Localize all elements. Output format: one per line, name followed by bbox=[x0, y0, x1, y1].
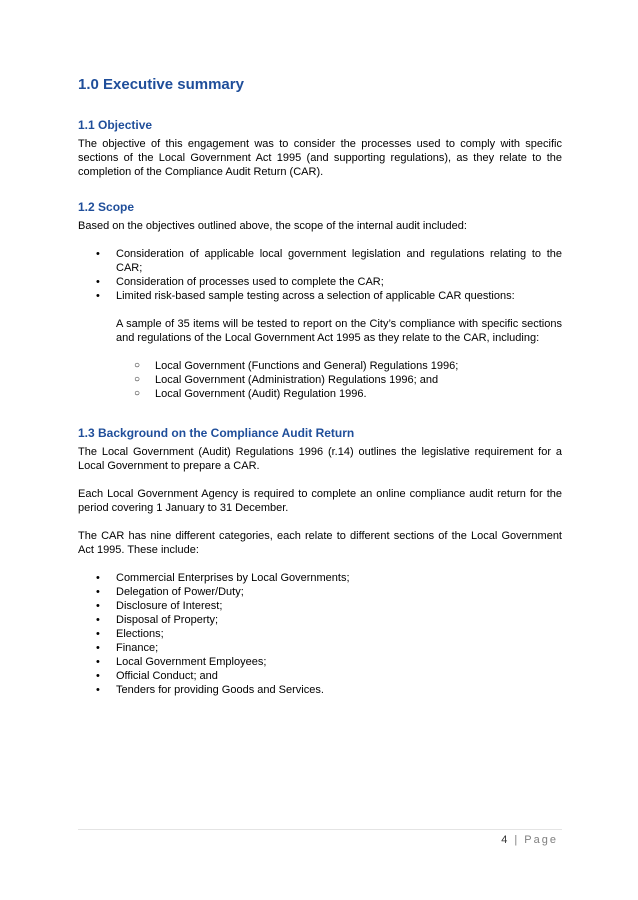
list-item bbox=[78, 387, 562, 401]
page-footer bbox=[501, 834, 558, 846]
bullet-icon: • bbox=[96, 586, 100, 598]
regulations-sub-list bbox=[78, 359, 562, 401]
list-item bbox=[78, 683, 562, 697]
bullet-icon: • bbox=[96, 600, 100, 612]
page-number: 4 bbox=[501, 834, 510, 846]
bullet-icon: • bbox=[96, 290, 100, 302]
section-title-executive-summary: 1.0 Executive summary bbox=[78, 76, 244, 93]
scope-bullet-list bbox=[78, 247, 562, 303]
bullet-icon: • bbox=[96, 684, 100, 696]
heading-scope: 1.2 Scope bbox=[78, 200, 135, 214]
list-item-text: Local Government (Administration) Regulations 1996; and bbox=[155, 374, 439, 386]
list-item-text: Consideration of applicable local government legislation and regulations relating to the CAR; bbox=[116, 248, 562, 274]
list-item-text: Limited risk-based sample testing across a selection of applicable CAR questions: bbox=[116, 290, 515, 302]
heading-background: 1.3 Background on the Compliance Audit Return bbox=[78, 426, 355, 440]
sample-paragraph: A sample of 35 items will be tested to report on the City’s compliance with specific sections and regulations of the Local Government Act 1995 as they relate to the CAR, including: bbox=[116, 318, 562, 344]
bullet-icon: • bbox=[96, 656, 100, 668]
list-item-text: Local Government (Functions and General) Regulations 1996; bbox=[155, 360, 459, 372]
bullet-icon: • bbox=[96, 614, 100, 626]
page-content bbox=[78, 76, 562, 697]
car-categories-list bbox=[78, 571, 562, 697]
background-paragraph-3: The CAR has nine different categories, each relate to different sections of the Local Government Act 1995. These include: bbox=[78, 530, 562, 556]
list-item bbox=[78, 247, 562, 275]
list-item bbox=[78, 275, 562, 289]
objective-paragraph: The objective of this engagement was to consider the processes used to comply with specific sections of the Local Government Act 1995 (and supporting regulations), as they relate to the completion of the Compliance Audit Return (CAR). bbox=[78, 138, 562, 178]
list-item-text: Finance; bbox=[116, 642, 159, 654]
list-item bbox=[78, 373, 562, 387]
bullet-icon: • bbox=[96, 670, 100, 682]
scope-intro: Based on the objectives outlined above, the scope of the internal audit included: bbox=[78, 220, 467, 232]
list-item bbox=[78, 571, 562, 585]
list-item-text: Commercial Enterprises by Local Governments; bbox=[116, 572, 350, 584]
list-item-text: Consideration of processes used to complete the CAR; bbox=[116, 276, 384, 288]
bullet-icon: • bbox=[96, 628, 100, 640]
hollow-circle-bullet-icon: ○ bbox=[134, 388, 141, 399]
footer-separator: | bbox=[514, 834, 520, 846]
list-item-text: Delegation of Power/Duty; bbox=[116, 586, 244, 598]
list-item bbox=[78, 599, 562, 613]
list-item bbox=[78, 289, 562, 303]
footer-divider bbox=[78, 829, 562, 830]
bullet-icon: • bbox=[96, 276, 100, 288]
heading-objective: 1.1 Objective bbox=[78, 118, 153, 132]
hollow-circle-bullet-icon: ○ bbox=[134, 374, 141, 385]
list-item-text: Local Government (Audit) Regulation 1996. bbox=[155, 388, 367, 400]
list-item-text: Official Conduct; and bbox=[116, 670, 218, 682]
list-item bbox=[78, 669, 562, 683]
bullet-icon: • bbox=[96, 248, 100, 260]
list-item bbox=[78, 627, 562, 641]
bullet-icon: • bbox=[96, 572, 100, 584]
background-paragraph-1: The Local Government (Audit) Regulations 1996 (r.14) outlines the legislative requirement for a Local Government to prepare a CAR. bbox=[78, 446, 562, 472]
list-item-text: Tenders for providing Goods and Services. bbox=[116, 684, 324, 696]
bullet-icon: • bbox=[96, 642, 100, 654]
list-item-text: Disclosure of Interest; bbox=[116, 600, 223, 612]
list-item-text: Elections; bbox=[116, 628, 164, 640]
list-item-text: Disposal of Property; bbox=[116, 614, 219, 626]
list-item bbox=[78, 641, 562, 655]
list-item bbox=[78, 613, 562, 627]
background-paragraph-2: Each Local Government Agency is required to complete an online compliance audit return for the period covering 1 January to 31 December. bbox=[78, 488, 562, 514]
page-label: Page bbox=[524, 834, 558, 846]
list-item bbox=[78, 359, 562, 373]
list-item-text: Local Government Employees; bbox=[116, 656, 267, 668]
hollow-circle-bullet-icon: ○ bbox=[134, 360, 141, 371]
list-item bbox=[78, 655, 562, 669]
list-item bbox=[78, 585, 562, 599]
